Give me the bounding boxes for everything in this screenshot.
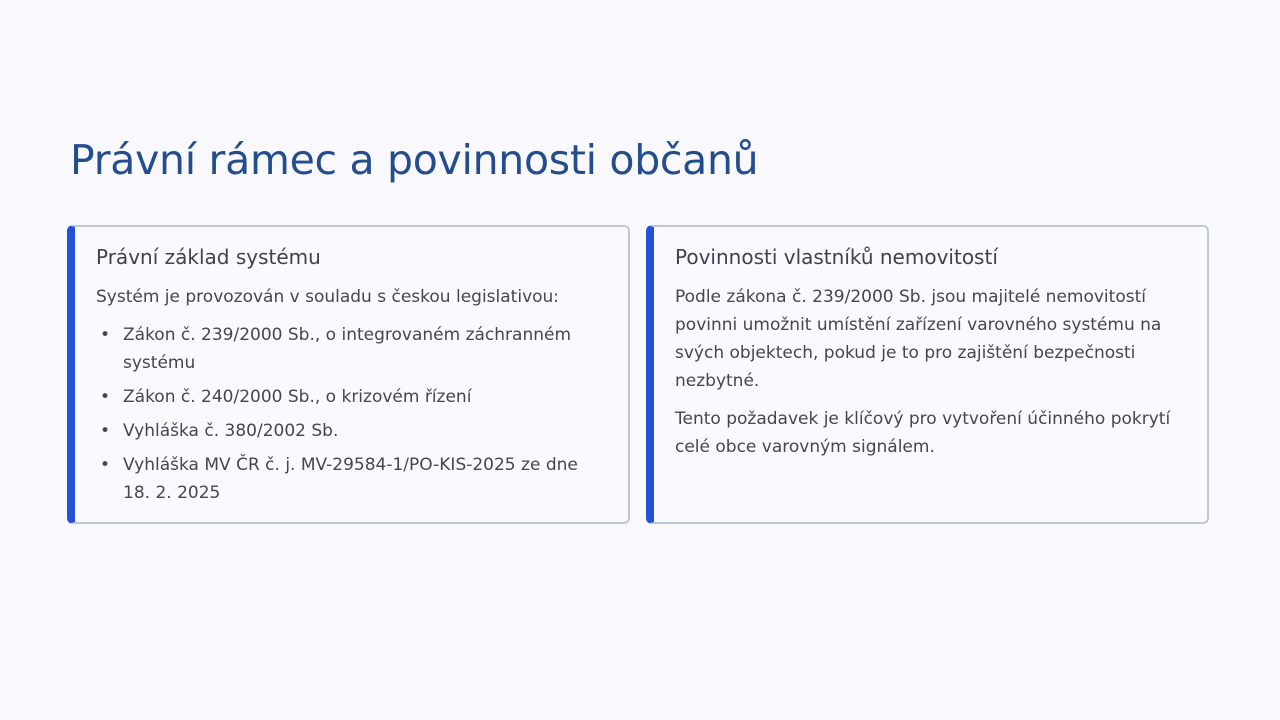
list-item-text: Vyhláška č. 380/2002 Sb. <box>123 421 339 441</box>
bullet-icon: • <box>100 325 111 345</box>
list-item-text: Vyhláška MV ČR č. j. MV-29584-1/PO-KIS-2025 ze dne 18. 2. 2025 <box>123 455 578 503</box>
legal-basis-intro: Systém je provozován v souladu s českou legislativou: <box>96 287 560 307</box>
legal-basis-card <box>67 225 630 524</box>
list-item <box>96 383 604 411</box>
owner-obligations-title: Povinnosti vlastníků nemovitostí <box>675 245 998 269</box>
list-item <box>96 417 604 445</box>
bullet-icon: • <box>100 455 111 475</box>
page-title: Právní rámec a povinnosti občanů <box>70 136 759 184</box>
owner-obligations-paragraph: Tento požadavek je klíčový pro vytvoření účinného pokrytí celé obce varovným signálem. <box>675 409 1171 457</box>
list-item <box>96 321 604 377</box>
list-item <box>96 451 604 507</box>
list-item-text: Zákon č. 239/2000 Sb., o integrovaném záchranném systému <box>123 325 572 373</box>
owner-obligations-card <box>646 225 1209 524</box>
bullet-icon: • <box>100 421 111 441</box>
owner-obligations-paragraph: Podle zákona č. 239/2000 Sb. jsou majitelé nemovitostí povinni umožnit umístění zařízení varovného systému na svých objektech, pokud je to pro zajištění bezpečnosti nezbytné. <box>675 287 1162 391</box>
legal-basis-title: Právní základ systému <box>96 245 321 269</box>
legislation-list <box>96 321 604 507</box>
bullet-icon: • <box>100 387 111 407</box>
list-item-text: Zákon č. 240/2000 Sb., o krizovém řízení <box>123 387 472 407</box>
